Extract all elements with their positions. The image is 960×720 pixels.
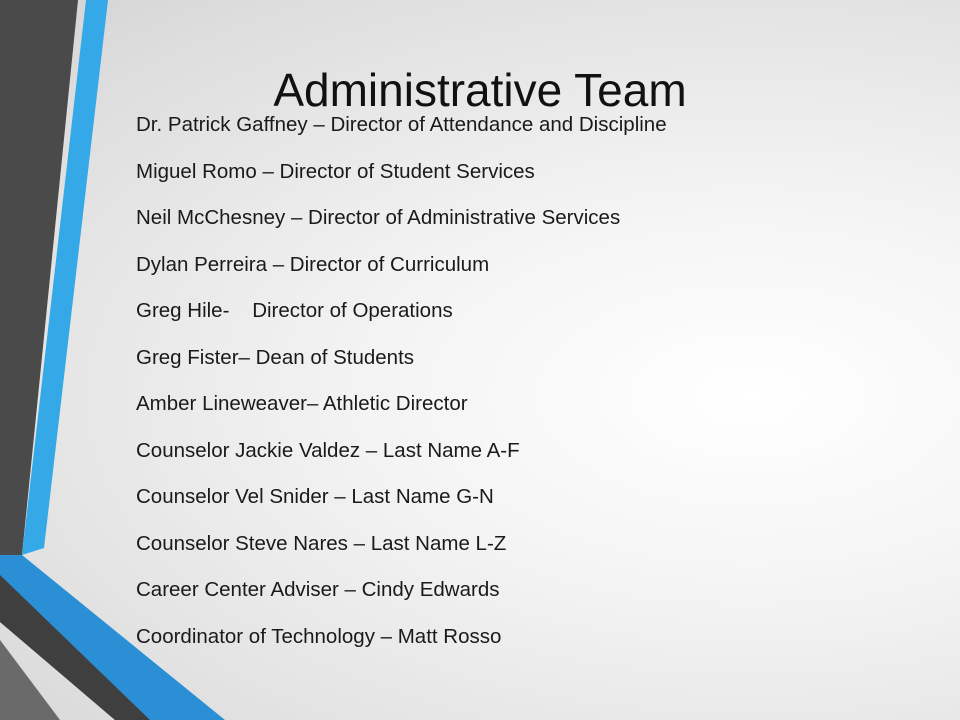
- list-text: Greg Hile- Director of Operations: [136, 299, 453, 322]
- list-text: Coordinator of Technology – Matt Rosso: [136, 624, 502, 648]
- slide-title: Administrative Team: [273, 64, 687, 116]
- list-text: Counselor Steve Nares – Last Name L-Z: [136, 531, 507, 555]
- list-text: Amber Lineweaver– Athletic Director: [136, 392, 468, 415]
- list-text: Counselor Vel Snider – Last Name G-N: [136, 485, 494, 508]
- list-text: Career Center Adviser – Cindy Edwards: [136, 578, 500, 601]
- list-text: Miguel Romo – Director of Student Services: [136, 159, 535, 183]
- list-text: Dylan Perreira – Director of Curriculum: [136, 252, 490, 276]
- list-text: Dr. Patrick Gaffney – Director of Attendance and Discipline: [136, 113, 667, 136]
- list-text: Neil McChesney – Director of Administrative Services: [136, 206, 621, 229]
- list-text: Greg Fister– Dean of Students: [136, 345, 415, 369]
- list-text: Counselor Jackie Valdez – Last Name A-F: [136, 438, 520, 462]
